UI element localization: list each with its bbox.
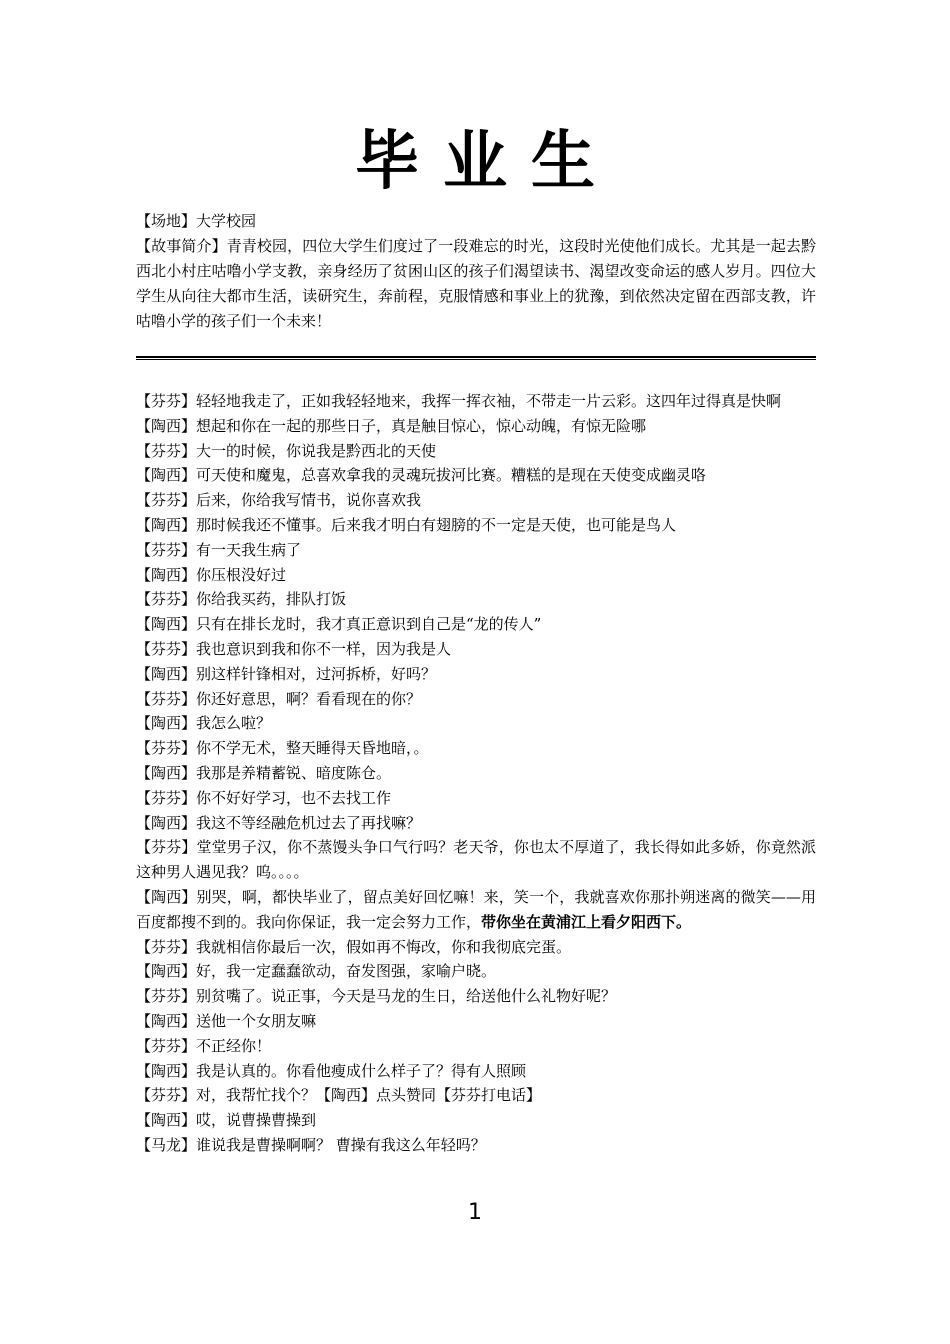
speaker-label: 【陶西】 xyxy=(136,1061,197,1080)
speaker-label: 【芬芬】 xyxy=(136,590,197,609)
dialogue-text: 有一天我生病了 xyxy=(196,540,302,559)
speaker-label: 【陶西】 xyxy=(136,664,197,683)
dialogue-line xyxy=(136,439,816,464)
dialogue-text: 哎，说曹操曹操到 xyxy=(196,1111,317,1130)
dialogue-line xyxy=(136,538,816,563)
double-rule-divider xyxy=(136,356,816,360)
dialogue-text: 我这不等经融危机过去了再找嘛？ xyxy=(196,813,422,832)
document-title: 毕业生 xyxy=(355,125,619,199)
dialogue-line xyxy=(136,488,816,513)
speaker-label: 【陶西】 xyxy=(136,416,197,435)
dialogue-text: 只有在排长龙时，我才真正意识到自己是“龙的传人” xyxy=(196,615,542,634)
dialogue-text: 不正经你！ xyxy=(196,1036,272,1055)
speaker-label: 【陶西】 xyxy=(136,565,197,584)
speaker-label: 【芬芬】 xyxy=(136,987,197,1006)
dialogue-text: 我也意识到我和你不一样，因为我是人 xyxy=(196,639,452,658)
dialogue-text: 我是认真的。你看他瘦成什么样子了？得有人照顾 xyxy=(196,1061,527,1080)
dialogue-line xyxy=(136,984,816,1009)
speaker-label: 【陶西】 xyxy=(136,714,197,733)
dialogue-text: 你不学无术，整天睡得天昏地暗，。 xyxy=(196,739,429,758)
dialogue-line xyxy=(136,761,816,786)
dialogue-text: 我就相信你最后一次，假如再不悔改，你和我彻底完蛋。 xyxy=(196,937,572,956)
dialogue-line xyxy=(136,736,816,761)
speaker-label: 【芬芬】 xyxy=(136,441,197,460)
dialogue-line xyxy=(136,513,816,538)
dialogue-line xyxy=(136,885,816,935)
dialogue-text: 别贫嘴了。说正事，今天是马龙的生日，给送他什么礼物好呢？ xyxy=(196,987,617,1006)
dialogue-line xyxy=(136,1034,816,1059)
dialogue-line xyxy=(136,935,816,960)
speaker-label: 【陶西】 xyxy=(136,962,197,981)
venue-value: 大学校园 xyxy=(196,212,257,230)
speaker-label: 【陶西】 xyxy=(136,615,197,634)
synopsis-label: 【故事简介】 xyxy=(136,237,227,255)
speaker-label: 【芬芬】 xyxy=(136,1036,197,1055)
speaker-label: 【陶西】 xyxy=(136,813,197,832)
dialogue-text: 那时候我还不懂事。后来我才明白有翅膀的不一定是天使，也可能是鸟人 xyxy=(196,515,677,534)
page-number: 1 xyxy=(468,1200,482,1225)
dialogue-line xyxy=(136,563,816,588)
synopsis-text: 青青校园，四位大学生们度过了一段难忘的时光，这段时光使他们成长。尤其是一起去黔西北小村庄咕噜小学支教，亲身经历了贫困山区的孩子们渴望读书、渴望改变命运的感人岁月。四位大学生从向往大都市生活，读研究生，奔前程，克服情感和事业上的犹豫，到依然决定留在西部支教，许咕噜小学的孩子们一个未来！ xyxy=(136,237,816,330)
speaker-label: 【芬芬】 xyxy=(136,392,197,410)
dialogue-line xyxy=(136,959,816,984)
dialogue-text: 别这样针锋相对，过河拆桥，好吗？ xyxy=(196,664,437,683)
dialogue-line xyxy=(136,1133,816,1158)
dialogue-text: 我怎么啦？ xyxy=(196,714,272,733)
speaker-label: 【芬芬】 xyxy=(136,838,197,857)
dialogue-line xyxy=(136,811,816,836)
speaker-label: 【芬芬】 xyxy=(136,739,197,758)
dialogue-line xyxy=(136,637,816,662)
dialogue-text: 你压根没好过 xyxy=(196,565,287,584)
dialogue-bold-text: 带你坐在黄浦江上看夕阳西下。 xyxy=(481,912,692,931)
synopsis-paragraph xyxy=(136,234,816,334)
dialogue-text: 对，我帮忙找个？【陶西】点头赞同【芬芬打电话】 xyxy=(196,1086,542,1105)
speaker-label: 【芬芬】 xyxy=(136,639,197,658)
speaker-label: 【陶西】 xyxy=(136,515,197,534)
dialogue-line xyxy=(136,587,816,612)
dialogue-text: 后来，你给我写情书，说你喜欢我 xyxy=(196,491,422,510)
dialogue-line xyxy=(136,612,816,637)
speaker-label: 【陶西】 xyxy=(136,1111,197,1130)
dialogue-line xyxy=(136,1059,816,1084)
dialogue-text: 好，我一定蠢蠢欲动，奋发图强，家喻户晓。 xyxy=(196,962,497,981)
dialogue-text: 想起和你在一起的那些日子，真是触目惊心，惊心动魄，有惊无险哪 xyxy=(196,416,647,435)
dialogue-line xyxy=(136,1009,816,1034)
dialogue-text: 你给我买药，排队打饭 xyxy=(196,590,347,609)
dialogue-text: 轻轻地我走了，正如我轻轻地来，我挥一挥衣袖，不带走一片云彩。这四年过得真是快啊 xyxy=(196,392,782,410)
dialogue-text: 你不好好学习，也不去找工作 xyxy=(196,788,392,807)
dialogue-text: 谁说我是曹操啊啊？ 曹操有我这么年轻吗？ xyxy=(196,1135,486,1154)
dialogue-line xyxy=(136,1108,816,1133)
dialogue-line xyxy=(136,786,816,811)
dialogue-section xyxy=(136,389,816,1158)
dialogue-line xyxy=(136,463,816,488)
dialogue-text: 可天使和魔鬼，总喜欢拿我的灵魂玩拔河比赛。糟糕的是现在天使变成幽灵咯 xyxy=(196,466,707,485)
speaker-label: 【陶西】 xyxy=(136,887,197,906)
dialogue-text: 堂堂男子汉，你不蒸馒头争口气行吗？老天爷，你也太不厚道了，我长得如此多娇，你竟然派这种男人遇见我？呜。。。。 xyxy=(136,838,816,882)
speaker-label: 【马龙】 xyxy=(136,1135,197,1154)
speaker-label: 【芬芬】 xyxy=(136,1086,197,1105)
dialogue-text: 送他一个女朋友嘛 xyxy=(196,1011,317,1030)
dialogue-text: 别哭，啊，都快毕业了，留点美好回忆嘛！来，笑一个，我就喜欢你那扑朔迷离的微笑——用百度都搜不到的。我向你保证，我一定会努力工作， xyxy=(136,887,816,931)
dialogue-line xyxy=(136,835,816,885)
venue-label: 【场地】 xyxy=(136,212,197,230)
dialogue-line xyxy=(136,711,816,736)
speaker-label: 【芬芬】 xyxy=(136,540,197,559)
venue-line xyxy=(136,209,816,234)
speaker-label: 【陶西】 xyxy=(136,466,197,485)
speaker-label: 【陶西】 xyxy=(136,763,197,782)
dialogue-text: 你还好意思，啊？看看现在的你？ xyxy=(196,689,422,708)
dialogue-text: 大一的时候，你说我是黔西北的天使 xyxy=(196,441,437,460)
speaker-label: 【芬芬】 xyxy=(136,491,197,510)
dialogue-line xyxy=(136,389,816,414)
dialogue-text: 我那是养精蓄锐、暗度陈仓。 xyxy=(196,763,392,782)
speaker-label: 【陶西】 xyxy=(136,1011,197,1030)
dialogue-line xyxy=(136,414,816,439)
speaker-label: 【芬芬】 xyxy=(136,788,197,807)
intro-section xyxy=(136,209,816,334)
dialogue-line xyxy=(136,1083,816,1108)
dialogue-line xyxy=(136,662,816,687)
dialogue-line xyxy=(136,687,816,712)
speaker-label: 【芬芬】 xyxy=(136,689,197,708)
speaker-label: 【芬芬】 xyxy=(136,937,197,956)
